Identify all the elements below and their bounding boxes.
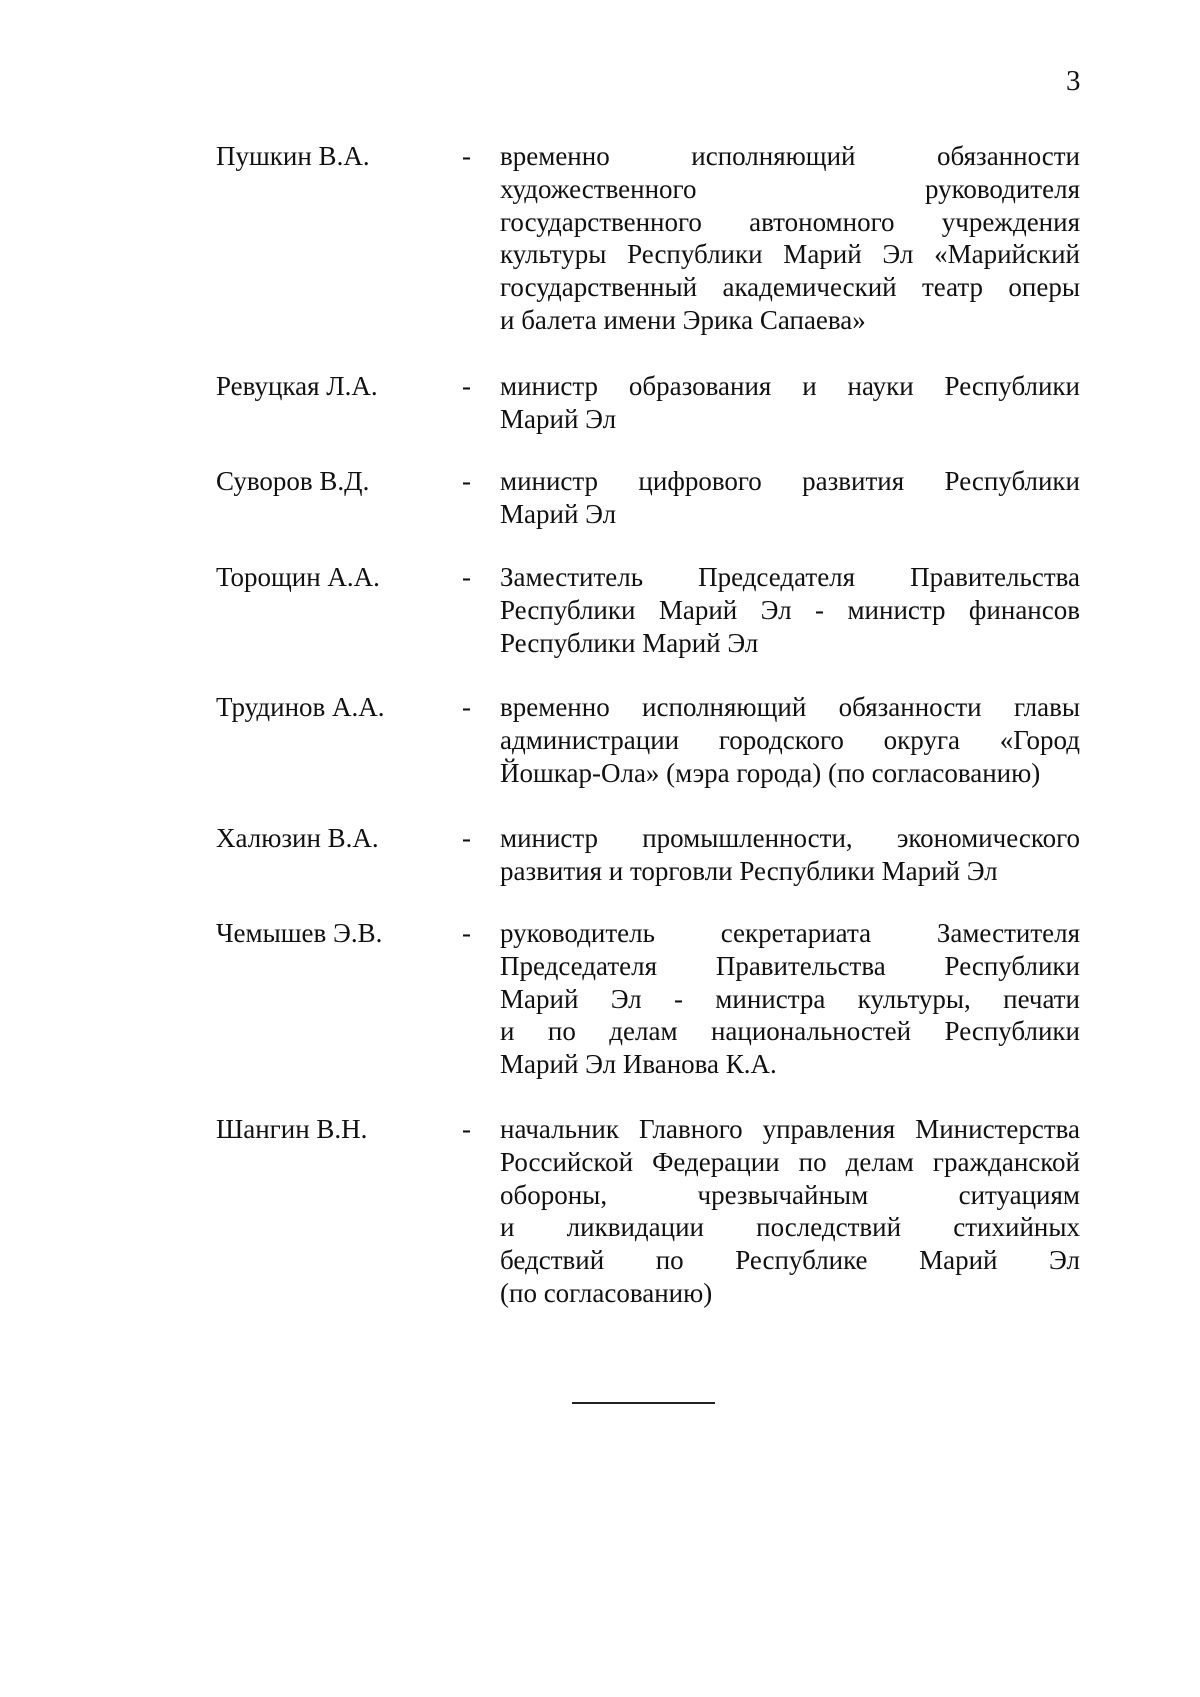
- position-line: Председателя Правительства Республики: [500, 950, 1080, 981]
- member-position: [500, 140, 1080, 337]
- separator-dash: -: [462, 692, 471, 722]
- member-name: Ревуцкая Л.А.: [216, 371, 378, 401]
- separator-dash: -: [462, 1114, 471, 1144]
- separator-dash: -: [462, 371, 471, 401]
- member-name: Пушкин В.А.: [216, 141, 370, 171]
- position-line: руководитель секретариата Заместителя: [500, 918, 1080, 948]
- member-name: Чемышев Э.В.: [216, 918, 383, 948]
- member-position: [500, 691, 1080, 789]
- position-line: и ликвидации последствий стихийных: [500, 1212, 1080, 1243]
- member-name: Трудинов А.А.: [216, 692, 385, 722]
- separator-dash: -: [462, 823, 471, 853]
- position-line: Республики Марий Эл - министр финансов: [500, 594, 1080, 625]
- separator-dash: -: [462, 466, 471, 496]
- position-line: Марий Эл - министра культуры, печати: [500, 983, 1080, 1014]
- position-line: Йошкар-Ола» (мэра города) (по согласованию): [500, 757, 1041, 788]
- position-line: Марий Эл: [500, 498, 617, 529]
- separator-dash: -: [462, 918, 471, 948]
- page-number: 3: [1066, 65, 1081, 97]
- position-line: государственный академический театр оперы: [500, 272, 1080, 303]
- position-line: временно исполняющий обязанности: [500, 141, 1080, 171]
- position-line: Российской Федерации по делам гражданской: [500, 1146, 1080, 1177]
- member-position: [500, 917, 1080, 1081]
- member-position: [500, 822, 1080, 888]
- position-line: Республики Марий Эл: [500, 627, 759, 658]
- member-position: [500, 1113, 1080, 1310]
- end-of-list-rule: [572, 1402, 715, 1404]
- member-name: Суворов В.Д.: [216, 466, 370, 496]
- position-line: и по делам национальностей Республики: [500, 1016, 1080, 1047]
- member-name: Шангин В.Н.: [216, 1114, 368, 1144]
- position-line: бедствий по Республике Марий Эл: [500, 1245, 1080, 1276]
- position-line: обороны, чрезвычайным ситуациям: [500, 1179, 1080, 1210]
- position-line: (по согласованию): [500, 1277, 713, 1308]
- member-name: Халюзин В.А.: [216, 823, 379, 853]
- member-position: [500, 561, 1080, 659]
- position-line: министр образования и науки Республики: [500, 371, 1080, 401]
- position-line: начальник Главного управления Министерства: [500, 1114, 1080, 1144]
- separator-dash: -: [462, 562, 471, 592]
- separator-dash: -: [462, 141, 471, 171]
- member-name: Торощин А.А.: [216, 562, 380, 592]
- position-line: министр цифрового развития Республики: [500, 466, 1080, 496]
- position-line: культуры Республики Марий Эл «Марийский: [500, 239, 1080, 270]
- member-position: [500, 465, 1080, 531]
- member-position: [500, 370, 1080, 436]
- position-line: Марий Эл Иванова К.А.: [500, 1049, 777, 1080]
- position-line: государственного автономного учреждения: [500, 206, 1080, 237]
- position-line: министр промышленности, экономического: [500, 823, 1080, 853]
- position-line: и балета имени Эрика Сапаева»: [500, 304, 866, 335]
- position-line: художественного руководителя: [500, 173, 1080, 204]
- position-line: Марий Эл: [500, 403, 617, 434]
- position-line: Заместитель Председателя Правительства: [500, 562, 1080, 592]
- position-line: развития и торговли Республики Марий Эл: [500, 855, 998, 886]
- position-line: временно исполняющий обязанности главы: [500, 692, 1080, 722]
- position-line: администрации городского округа «Город: [500, 724, 1080, 755]
